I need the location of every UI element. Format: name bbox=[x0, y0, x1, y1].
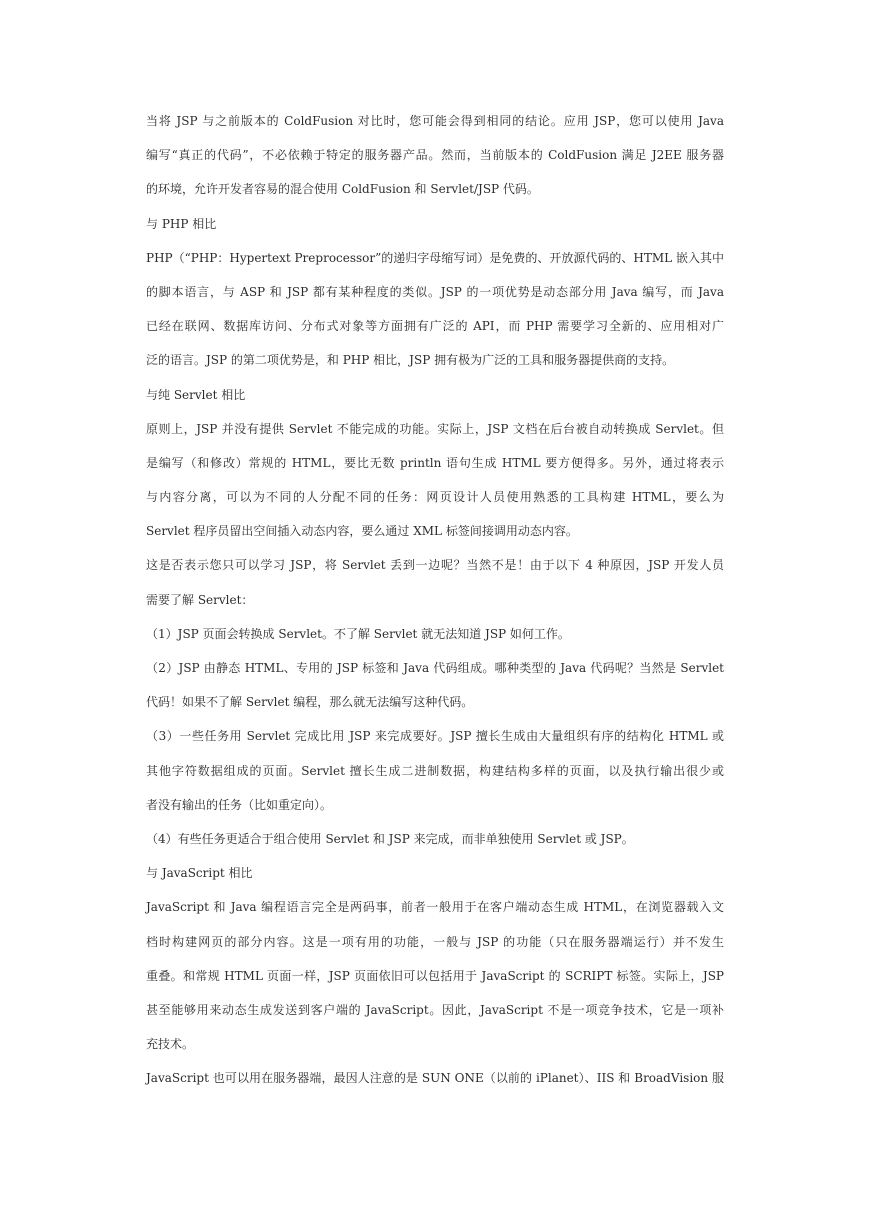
text-line: 充技术。 bbox=[146, 1037, 195, 1052]
text-line: （2）JSP 由静态 HTML、专用的 JSP 标签和 Java 代码组成。哪种类型的 Java 代码呢？当然是 Servlet bbox=[146, 661, 724, 675]
text-line: 原则上，JSP 并没有提供 Servlet 不能完成的功能。实际上，JSP 文档在后台被自动转换成 Servlet。但 bbox=[146, 421, 724, 436]
text-line: 与 JavaScript 相比 bbox=[146, 866, 253, 881]
text-line: 其他字符数据组成的页面。Servlet 擅长生成二进制数据，构建结构多样的页面，以及执行输出很少或 bbox=[146, 763, 724, 778]
text-line: 是编写（和修改）常规的 HTML，要比无数 println 语句生成 HTML 要方便得多。另外，通过将表示 bbox=[146, 455, 724, 470]
text-line: 这是否表示您只可以学习 JSP，将 Servlet 丢到一边呢？当然不是！由于以下 4 种原因，JSP 开发人员 bbox=[146, 558, 724, 573]
text-line: 代码！如果不了解 Servlet 编程，那么就无法编写这种代码。 bbox=[146, 695, 474, 710]
text-line: 与内容分离，可以为不同的人分配不同的任务：网页设计人员使用熟悉的工具构建 HTML，要么为 bbox=[146, 490, 724, 505]
text-line: 编写“真正的代码”，不必依赖于特定的服务器产品。然而，当前版本的 ColdFusion 满足 J2EE 服务器 bbox=[146, 148, 724, 163]
text-line: 档时构建网页的部分内容。这是一项有用的功能，一般与 JSP 的功能（只在服务器端运行）并不发生 bbox=[146, 934, 724, 949]
text-line: 的环境，允许开发者容易的混合使用 ColdFusion 和 Servlet/JSP 代码。 bbox=[146, 182, 539, 197]
text-line: 需要了解 Servlet： bbox=[146, 592, 254, 607]
text-line: 甚至能够用来动态生成发送到客户端的 JavaScript。因此，JavaScript 不是一项竞争技术，它是一项补 bbox=[146, 1002, 724, 1017]
text-line: 的脚本语言，与 ASP 和 JSP 都有某种程度的类似。JSP 的一项优势是动态部分用 Java 编写，而 Java bbox=[146, 284, 724, 299]
text-line: 重叠。和常规 HTML 页面一样，JSP 页面依旧可以包括用于 JavaScript 的 SCRIPT 标签。实际上，JSP bbox=[146, 968, 724, 983]
text-line: 泛的语言。JSP 的第二项优势是，和 PHP 相比，JSP 拥有极为广泛的工具和服务器提供商的支持。 bbox=[146, 353, 675, 368]
text-line: 已经在联网、数据库访问、分布式对象等方面拥有广泛的 API，而 PHP 需要学习全新的、应用相对广 bbox=[146, 319, 724, 334]
text-line: （1）JSP 页面会转换成 Servlet。不了解 Servlet 就无法知道 JSP 如何工作。 bbox=[146, 626, 570, 641]
text-line: Servlet 程序员留出空间插入动态内容，要么通过 XML 标签间接调用动态内容。 bbox=[146, 524, 578, 539]
text-line: JavaScript 和 Java 编程语言完全是两码事，前者一般用于在客户端动态生成 HTML，在浏览器载入文 bbox=[146, 900, 724, 915]
text-line: （4）有些任务更适合于组合使用 Servlet 和 JSP 来完成，而非单独使用 Servlet 或 JSP。 bbox=[146, 831, 634, 846]
document-body bbox=[146, 110, 724, 1101]
text-line: 者没有输出的任务（比如重定向）。 bbox=[146, 797, 333, 812]
text-line: 与 PHP 相比 bbox=[146, 216, 217, 231]
text-line: 当将 JSP 与之前版本的 ColdFusion 对比时，您可能会得到相同的结论。应用 JSP，您可以使用 Java bbox=[146, 114, 724, 128]
text-line: PHP（“PHP：Hypertext Preprocessor”的递归字母缩写词）是免费的、开放源代码的、HTML 嵌入其中 bbox=[146, 250, 724, 265]
text-line: （3）一些任务用 Servlet 完成比用 JSP 来完成要好。JSP 擅长生成由大量组织有序的结构化 HTML 或 bbox=[146, 729, 724, 744]
text-line: 与纯 Servlet 相比 bbox=[146, 387, 246, 402]
text-line: JavaScript 也可以用在服务器端，最因人注意的是 SUN ONE（以前的 iPlanet）、IIS 和 BroadVision 服 bbox=[146, 1071, 724, 1086]
